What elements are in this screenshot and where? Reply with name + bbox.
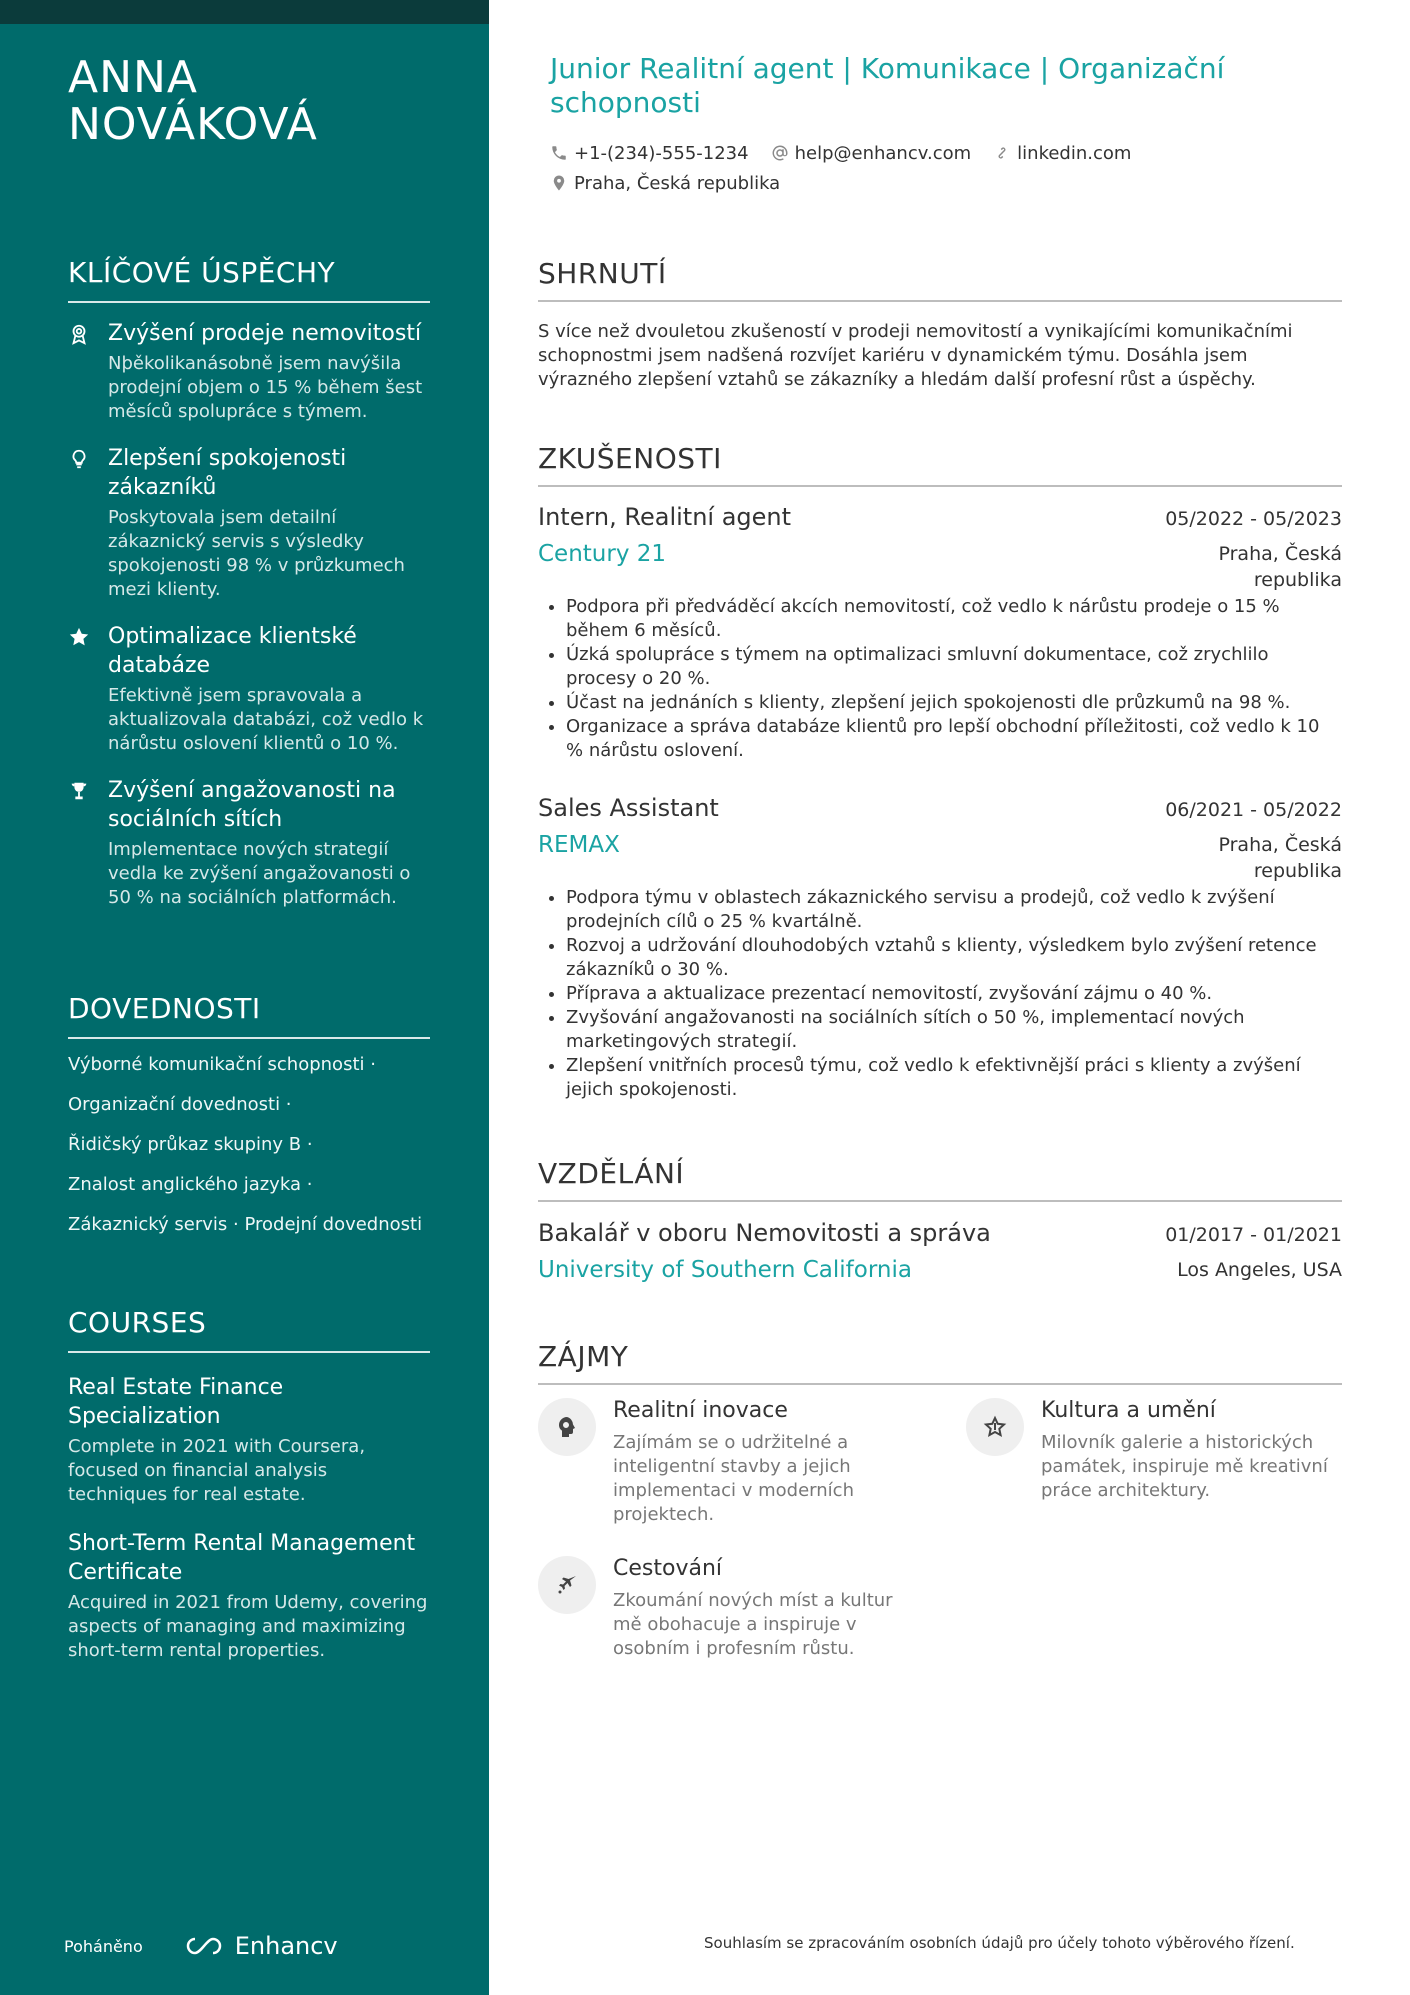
head-icon: [538, 1398, 596, 1456]
location-text: Praha, Česká republika: [574, 172, 781, 194]
achievement-desc: Nþěkolikanásobně jsem navýšila prodejní objem o 15 % během šest měsíců spolupráce s týmem.: [108, 353, 423, 422]
skill-item: Řidičský průkaz skupiny B ·: [68, 1134, 313, 1155]
skill-item: Znalost anglického jazyka ·: [68, 1174, 313, 1195]
interest-desc: Zajímám se o udržitelné a inteligentní stavby a jejich implementaci v moderních projektech.: [613, 1432, 854, 1525]
powered-by-footer: [64, 1932, 444, 1960]
link-icon: [993, 144, 1011, 162]
courses-title: COURSES: [68, 1306, 430, 1353]
skill-item: Organizační dovednosti ·: [68, 1094, 292, 1115]
interest-title: Realitní inovace: [613, 1398, 788, 1423]
achievement-title: Zvýšení angažovanosti na sociálních sítích: [108, 778, 396, 832]
linkedin-contact[interactable]: [993, 143, 1131, 164]
summary-title: SHRNUTÍ: [538, 257, 1342, 302]
powered-by-label: Poháněno: [64, 1936, 143, 1956]
job-dates: 05/2022 - 05/2023: [1165, 508, 1342, 530]
job-entry: [538, 794, 1342, 1102]
consent-note: Souhlasím se zpracováním osobních údajů pro účely tohoto výběrového řízení.: [704, 1934, 1295, 1952]
job-bullet: • Účast na jednáních s klienty, zlepšení jejich spokojenosti dle průzkumů na 98 %.: [566, 691, 1342, 715]
location-pin-icon: [550, 174, 568, 192]
phone-text: +1-(234)-555-1234: [574, 142, 749, 164]
job-bullet: • Podpora týmu v oblastech zákaznického servisu a prodejů, což vedlo k zvýšení prodejních cílů o 25 % kvartálně.: [566, 886, 1342, 934]
education-title: VZDĚLÁNÍ: [538, 1157, 1342, 1202]
enhancv-logo-icon: [181, 1934, 227, 1958]
enhancv-logo-text: Enhancv: [234, 1932, 338, 1960]
skills-title: DOVEDNOSTI: [68, 992, 430, 1039]
phone-contact[interactable]: [550, 143, 749, 164]
name-last: NOVÁKOVÁ: [68, 99, 318, 150]
job-bullet: • Podpora při předváděcí akcích nemovitostí, což vedlo k nárůstu prodeje o 15 % během 6 měsíců.: [566, 595, 1342, 643]
achievement-item: [68, 444, 430, 602]
location-contact: [550, 173, 780, 194]
enhancv-logo[interactable]: [181, 1932, 338, 1960]
interest-desc: Milovník galerie a historických památek, inspiruje mě kreativní práce architektury.: [1041, 1432, 1328, 1501]
headline: Junior Realitní agent | Komunikace | Organizační schopnosti: [550, 52, 1225, 119]
job-role: Sales Assistant: [538, 794, 719, 822]
linkedin-text: linkedin.com: [1017, 142, 1132, 164]
skill-item: Zákaznický servis · Prodejní dovednosti: [68, 1214, 423, 1235]
at-icon: [771, 144, 789, 162]
achievement-item: [68, 319, 430, 424]
skill-item: Výborné komunikační schopnosti ·: [68, 1054, 376, 1075]
achievement-title: Zlepšení spokojenosti zákazníků: [108, 446, 347, 500]
job-bullet: • Rozvoj a udržování dlouhodobých vztahů s klienty, výsledkem bylo zvýšení retence zákazníků o 30 %.: [566, 934, 1342, 982]
interest-title: Kultura a umění: [1041, 1398, 1216, 1423]
education-degree: Bakalář v oboru Nemovitosti a správa: [538, 1219, 991, 1247]
course-title: Real Estate Finance Specialization: [68, 1375, 284, 1429]
achievement-desc: Efektivně jsem spravovala a aktualizovala databázi, což vedlo k nárůstu oslovení klientů o 10 %.: [108, 685, 424, 754]
email-text: help@enhancv.com: [794, 142, 972, 164]
job-location: Praha, Česká republika: [1218, 834, 1342, 882]
trophy-icon: [68, 776, 108, 910]
candidate-name: [68, 54, 318, 148]
course-desc: Acquired in 2021 from Udemy, covering aspects of managing and maximizing short-term rental properties.: [68, 1592, 428, 1661]
phone-icon: [550, 144, 568, 162]
job-role: Intern, Realitní agent: [538, 503, 792, 531]
education-location: Los Angeles, USA: [1177, 1259, 1342, 1281]
course-desc: Complete in 2021 with Coursera, focused on financial analysis techniques for real estate.: [68, 1436, 366, 1505]
achievement-item: [68, 622, 430, 756]
courses-section: [68, 1306, 430, 1663]
achievements-title: KLÍČOVÉ ÚSPĚCHY: [68, 256, 430, 303]
achievement-desc: Poskytovala jsem detailní zákaznický servis s výsledky spokojenosti 98 % v průzkumech mezi klienty.: [108, 507, 405, 600]
interest-title: Cestování: [613, 1556, 723, 1581]
education-entry: [538, 1219, 1342, 1283]
award-icon: [68, 319, 108, 424]
interest-desc: Zkoumání nových míst a kultur mě obohacuje a inspiruje v osobním i profesním růstu.: [613, 1590, 893, 1659]
name-first: ANNA: [68, 52, 199, 103]
lightbulb-icon: [68, 444, 108, 602]
achievement-item: [68, 776, 430, 910]
star-outline-icon: [966, 1398, 1024, 1456]
job-bullets: [538, 595, 1342, 763]
interest-item: [538, 1398, 903, 1527]
skills-section: [68, 992, 430, 1237]
achievements-section: [68, 256, 430, 910]
plane-icon: [538, 1556, 596, 1614]
sidebar-topbar: [0, 0, 489, 24]
job-company: Century 21: [538, 541, 667, 567]
interests-title: ZÁJMY: [538, 1340, 1342, 1385]
education-school: University of Southern California: [538, 1257, 912, 1283]
interest-item: [966, 1398, 1331, 1503]
achievement-title: Zvýšení prodeje nemovitostí: [108, 321, 422, 346]
job-bullet: • Úzká spolupráce s týmem na optimalizaci smluvní dokumentace, což zrychlilo procesy o 20 %.: [566, 643, 1342, 691]
course-title: Short-Term Rental Management Certificate: [68, 1531, 416, 1585]
achievement-title: Optimalizace klientské databáze: [108, 624, 357, 678]
star-icon: [68, 622, 108, 756]
education-dates: 01/2017 - 01/2021: [1165, 1224, 1342, 1246]
job-bullet: • Organizace a správa databáze klientů pro lepší obchodní příležitosti, což vedlo k 10 % nárůstu oslovení.: [566, 715, 1342, 763]
job-bullet: • Zvyšování angažovanosti na sociálních sítích o 50 %, implementací nových marketingových strategií.: [566, 1006, 1342, 1054]
job-location: Praha, Česká republika: [1218, 543, 1342, 591]
experience-title: ZKUŠENOSTI: [538, 442, 1342, 487]
job-entry: [538, 503, 1342, 763]
sidebar: [0, 0, 489, 1995]
interest-item: [538, 1556, 903, 1661]
job-bullet: • Příprava a aktualizace prezentací nemovitostí, zvyšování zájmu o 40 %.: [566, 982, 1342, 1006]
job-bullets: [538, 886, 1342, 1102]
achievement-desc: Implementace nových strategií vedla ke zvýšení angažovanosti o 50 % na sociálních platformách.: [108, 839, 411, 908]
summary-text: S více než dvouletou zkušeností v prodeji nemovitostí a vynikajícími komunikačními schopnostmi jsem nadšená rozvíjet kariéru v dynamickém týmu. Dosáhla jsem výrazného zlepšení vztahů se zákazníky a hledám další profesní růst a úspěchy.: [538, 321, 1293, 390]
job-bullet: • Zlepšení vnitřních procesů týmu, což vedlo k efektivnější práci s klienty a zvýšení jejich spokojenosti.: [566, 1054, 1342, 1102]
email-contact[interactable]: [771, 143, 972, 164]
job-dates: 06/2021 - 05/2022: [1165, 799, 1342, 821]
contact-info: [550, 138, 1310, 198]
job-company: REMAX: [538, 832, 620, 858]
